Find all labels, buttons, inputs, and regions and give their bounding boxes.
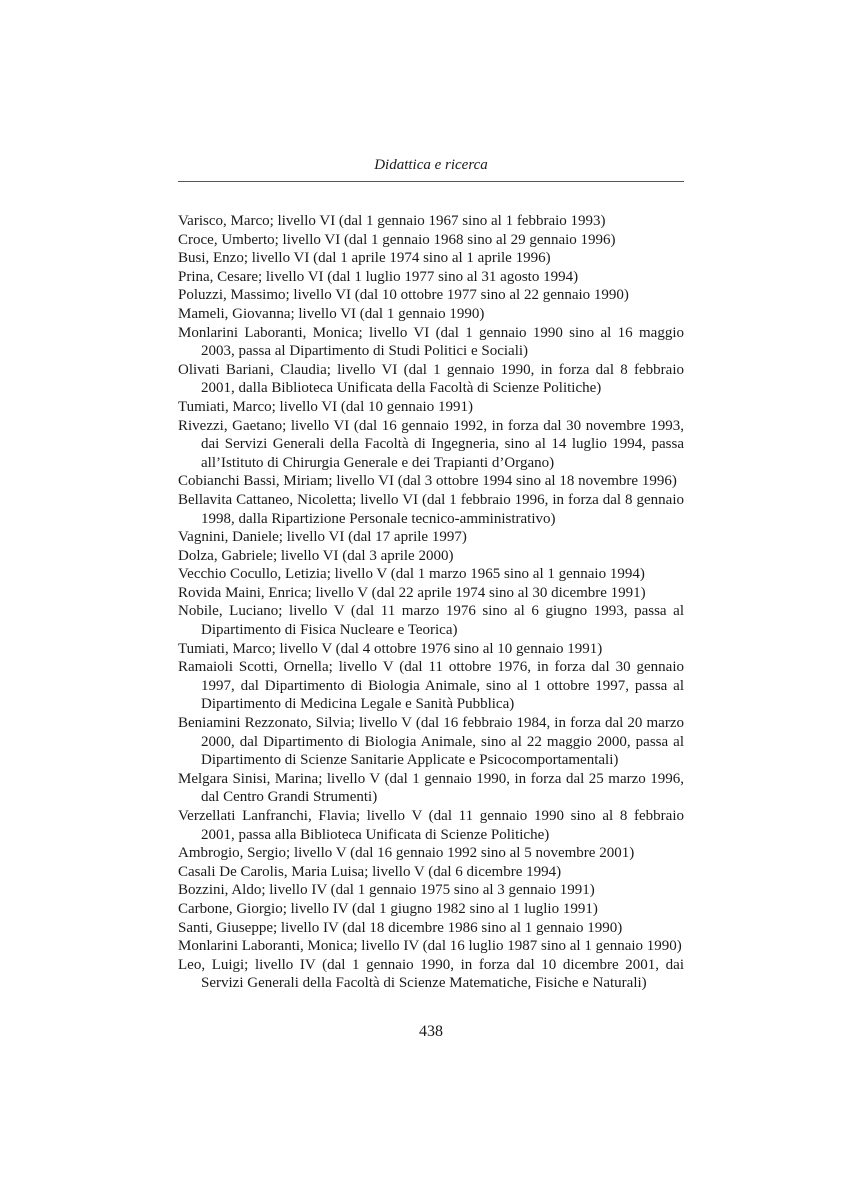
staff-entry: Ambrogio, Sergio; livello V (dal 16 gennaio 1992 sino al 5 novembre 2001) xyxy=(178,845,635,862)
staff-entry: Bellavita Cattaneo, Nicoletta; livello VI (dal 1 febbraio 1996, in forza dal 8 gennaio 1998, dalla Ripartizione Personale tecnico-amministrativo) xyxy=(178,491,684,527)
staff-entry: Ramaioli Scotti, Ornella; livello V (dal 11 ottobre 1976, in forza dal 30 gennaio 1997, dal Dipartimento di Biologia Animale, sino al 1 ottobre 1997, passa al Dipartimento di Medicina Legale e Sanità Pubblica) xyxy=(178,659,684,713)
staff-entry: Tumiati, Marco; livello V (dal 4 ottobre 1976 sino al 10 gennaio 1991) xyxy=(178,640,603,657)
staff-entry: Busi, Enzo; livello VI (dal 1 aprile 1974 sino al 1 aprile 1996) xyxy=(178,250,551,267)
staff-entry: Nobile, Luciano; livello V (dal 11 marzo 1976 sino al 6 giugno 1993, passa al Dipartimento di Fisica Nucleare e Teorica) xyxy=(178,603,684,639)
staff-entry: Vagnini, Daniele; livello VI (dal 17 aprile 1997) xyxy=(178,529,467,546)
staff-entry: Croce, Umberto; livello VI (dal 1 gennaio 1968 sino al 29 gennaio 1996) xyxy=(178,231,616,248)
staff-entry: Tumiati, Marco; livello VI (dal 10 gennaio 1991) xyxy=(178,398,473,415)
staff-entry: Cobianchi Bassi, Miriam; livello VI (dal 3 ottobre 1994 sino al 18 novembre 1996) xyxy=(178,473,677,490)
page-number: 438 xyxy=(419,1023,443,1040)
staff-entry: Monlarini Laboranti, Monica; livello VI (dal 1 gennaio 1990 sino al 16 maggio 2003, passa al Dipartimento di Studi Politici e Sociali) xyxy=(178,324,684,360)
staff-entry: Dolza, Gabriele; livello VI (dal 3 aprile 2000) xyxy=(178,547,454,564)
staff-entry: Melgara Sinisi, Marina; livello V (dal 1 gennaio 1990, in forza dal 25 marzo 1996, dal Centro Grandi Strumenti) xyxy=(178,770,684,806)
staff-entry: Rivezzi, Gaetano; livello VI (dal 16 gennaio 1992, in forza dal 30 novembre 1993, dai Servizi Generali della Facoltà di Ingegneria, sino al 14 luglio 1994, passa all’Istituto di Chirurgia Generale e dei Trapianti d’Organo) xyxy=(178,417,684,471)
staff-entry-list xyxy=(178,212,684,993)
staff-entry: Mameli, Giovanna; livello VI (dal 1 gennaio 1990) xyxy=(178,305,485,322)
running-header: Didattica e ricerca xyxy=(374,157,488,173)
staff-entry: Leo, Luigi; livello IV (dal 1 gennaio 1990, in forza dal 10 dicembre 2001, dai Servizi Generali della Facoltà di Scienze Matematiche, Fisiche e Naturali) xyxy=(178,956,684,992)
staff-entry: Casali De Carolis, Maria Luisa; livello V (dal 6 dicembre 1994) xyxy=(178,863,562,880)
staff-entry: Varisco, Marco; livello VI (dal 1 gennaio 1967 sino al 1 febbraio 1993) xyxy=(178,213,606,229)
staff-entry: Olivati Bariani, Claudia; livello VI (dal 1 gennaio 1990, in forza dal 8 febbraio 2001, dalla Biblioteca Unificata della Facoltà di Scienze Politiche) xyxy=(178,361,684,397)
staff-entry: Rovida Maini, Enrica; livello V (dal 22 aprile 1974 sino al 30 dicembre 1991) xyxy=(178,584,646,601)
staff-entry: Santi, Giuseppe; livello IV (dal 18 dicembre 1986 sino al 1 gennaio 1990) xyxy=(178,919,623,936)
staff-entry: Carbone, Giorgio; livello IV (dal 1 giugno 1982 sino al 1 luglio 1991) xyxy=(178,900,598,917)
header-rule xyxy=(178,181,684,182)
staff-entry: Verzellati Lanfranchi, Flavia; livello V (dal 11 gennaio 1990 sino al 8 febbraio 2001, passa alla Biblioteca Unificata di Scienze Politiche) xyxy=(178,808,684,843)
staff-entry: Bozzini, Aldo; livello IV (dal 1 gennaio 1975 sino al 3 gennaio 1991) xyxy=(178,882,595,899)
staff-entry: Monlarini Laboranti, Monica; livello IV (dal 16 luglio 1987 sino al 1 gennaio 1990) xyxy=(178,938,682,955)
staff-entry: Beniamini Rezzonato, Silvia; livello V (dal 16 febbraio 1984, in forza dal 20 marzo 2000, dal Dipartimento di Biologia Animale, sino al 22 maggio 2000, passa al Dipartimento di Scienze Sanitarie Applicate e Psicocomportamentali) xyxy=(178,715,684,769)
staff-entry: Prina, Cesare; livello VI (dal 1 luglio 1977 sino al 31 agosto 1994) xyxy=(178,268,579,285)
staff-entry: Poluzzi, Massimo; livello VI (dal 10 ottobre 1977 sino al 22 gennaio 1990) xyxy=(178,287,629,304)
staff-entry: Vecchio Cocullo, Letizia; livello V (dal 1 marzo 1965 sino al 1 gennaio 1994) xyxy=(178,566,645,583)
